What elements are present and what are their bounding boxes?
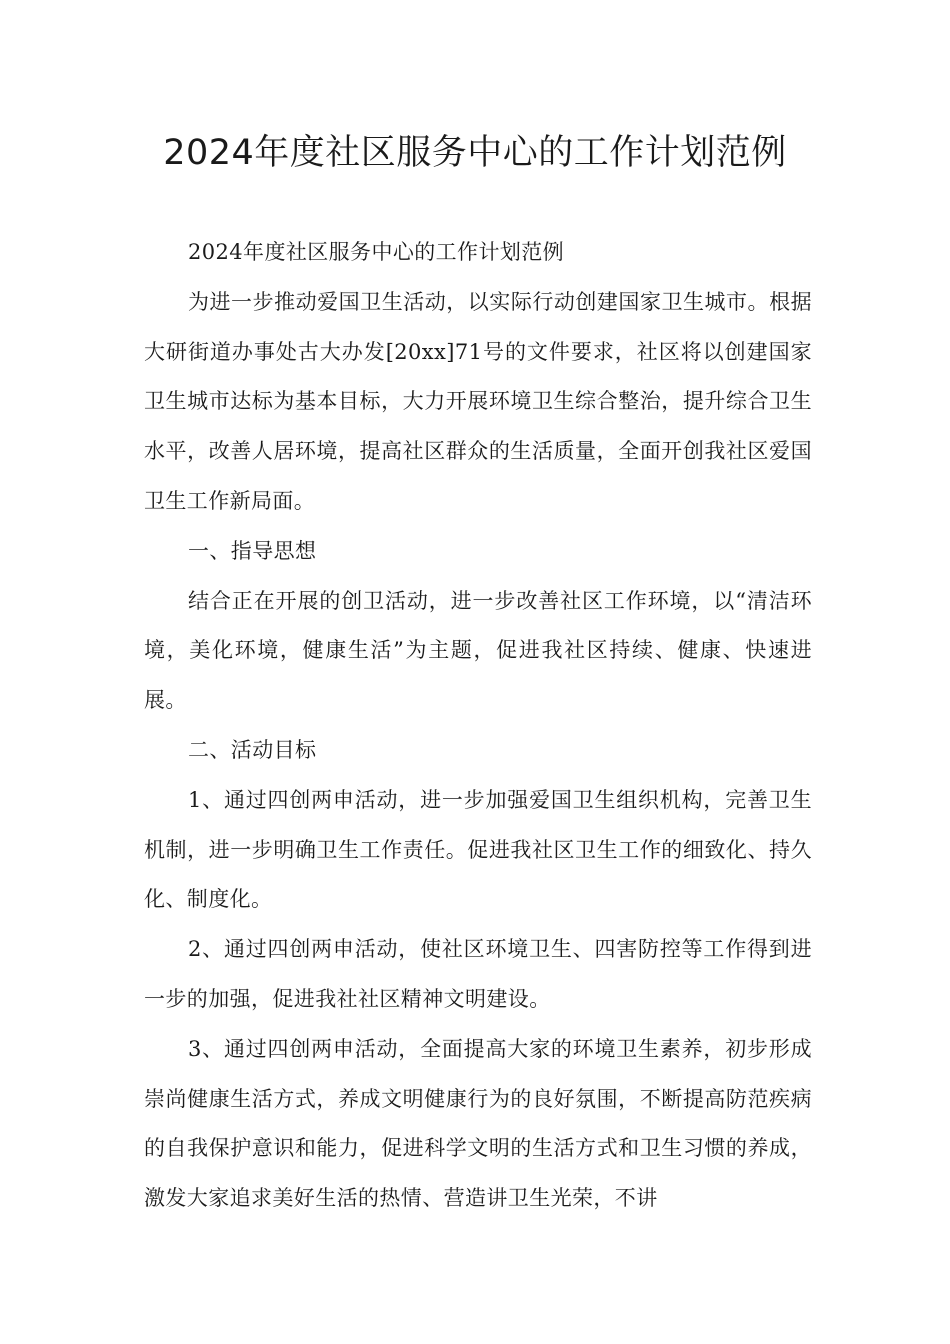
paragraph-intro: 为进一步推动爱国卫生活动，以实际行动创建国家卫生城市。根据大研街道办事处古大办发[20xx]71号的文件要求，社区将以创建国家卫生城市达标为基本目标，大力开展环境卫生综合整治，提升综合卫生水平，改善人居环境，提高社区群众的生活质量，全面开创我社区爱国卫生工作新局面。 <box>144 289 812 513</box>
paragraph-goal-1: 1、通过四创两申活动，进一步加强爱国卫生组织机构，完善卫生机制，进一步明确卫生工作责任。促进我社区卫生工作的细致化、持久化、制度化。 <box>144 787 812 912</box>
paragraph-goal-2: 2、通过四创两申活动，使社区环境卫生、四害防控等工作得到进一步的加强，促进我社社区精神文明建设。 <box>144 937 812 1011</box>
section-heading-guiding-thought: 一、指导思想 <box>188 538 317 563</box>
document-body <box>144 228 812 1224</box>
paragraph-goal-3: 3、通过四创两申活动，全面提高大家的环境卫生素养，初步形成崇尚健康生活方式，养成文明健康行为的良好氛围，不断提高防范疾病的自我保护意识和能力，促进科学文明的生活方式和卫生习惯的养成，激发大家追求美好生活的热情、营造讲卫生光荣，不讲 <box>144 1036 812 1211</box>
document-title: 2024年度社区服务中心的工作计划范例 <box>163 133 787 173</box>
paragraph-guiding-thought: 结合正在开展的创卫活动，进一步改善社区工作环境，以“清洁环境，美化环境，健康生活”为主题，促进我社区持续、健康、快速进展。 <box>144 588 812 713</box>
paragraph-subtitle: 2024年度社区服务中心的工作计划范例 <box>188 240 565 264</box>
section-heading-activity-goals: 二、活动目标 <box>188 737 317 762</box>
